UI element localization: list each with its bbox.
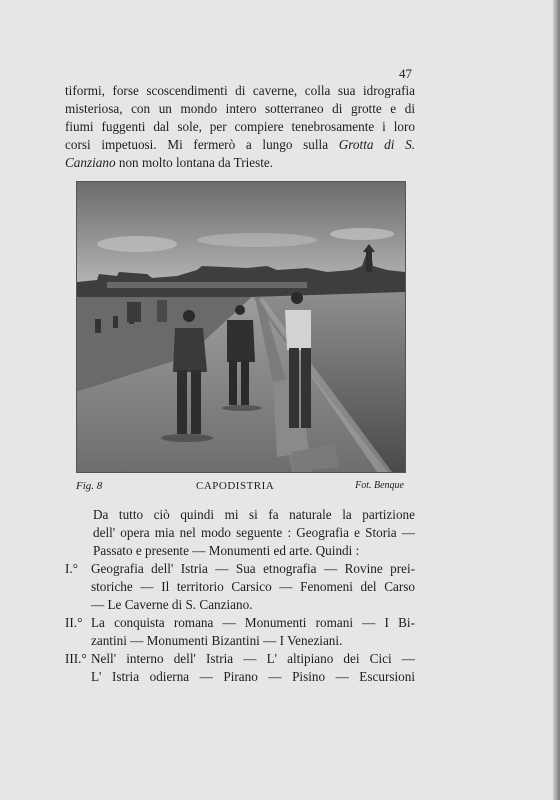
text-line: storiche — Il territorio Carsico — Fenomeni del Carso xyxy=(91,579,415,594)
harbor-photo-illustration xyxy=(77,182,405,472)
italic-place-name: Grotta di S. xyxy=(338,137,415,152)
text-line: — Le Caverne di S. Canziano. xyxy=(91,597,253,612)
text-line: L' Istria odierna — Pirano — Pisino — Escursioni xyxy=(91,669,415,684)
item-number: III.° xyxy=(65,651,87,666)
list-item xyxy=(65,560,415,614)
list-item xyxy=(65,650,415,686)
figure-photo xyxy=(76,181,406,473)
text-line: zantini — Monumenti Bizantini — I Veneziani. xyxy=(91,633,343,648)
intro-paragraph xyxy=(65,506,415,560)
text-line xyxy=(65,154,415,172)
text-line: dell' opera mia nel modo seguente : Geografia e Storia — xyxy=(93,525,415,540)
item-number: I.° xyxy=(65,561,78,576)
figure-caption xyxy=(76,480,404,496)
text-line: Geografia dell' Istria — Sua etnografia — Rovine prei- xyxy=(91,561,415,576)
item-body xyxy=(91,560,415,614)
text-fragment: non molto lontana da Trieste. xyxy=(118,155,274,170)
item-body xyxy=(91,650,415,686)
text-line xyxy=(65,136,415,154)
text-line: La conquista romana — Monumenti romani — I Bi- xyxy=(91,615,415,630)
top-paragraph xyxy=(65,82,415,172)
figure-label: Fig. 8 xyxy=(76,480,103,492)
text-fragment: corsi impetuosi. Mi fermerò a lungo sulla xyxy=(65,137,329,152)
text-line: misteriosa, con un mondo intero sotterraneo di grotte e di xyxy=(65,101,415,116)
list-item xyxy=(65,614,415,650)
item-number: II.° xyxy=(65,615,83,630)
item-body xyxy=(91,614,415,650)
page-edge-shadow xyxy=(553,0,560,800)
text-line: fiumi fuggenti dal sole, per compiere tenebrosamente i loro xyxy=(65,119,415,134)
text-line: Passato e presente — Monumenti ed arte. Quindi : xyxy=(93,543,360,558)
figure-title: CAPODISTRIA xyxy=(196,480,275,492)
text-line: tiformi, forse scoscendimenti di caverne, colla sua idrografia xyxy=(65,83,415,98)
outline-list xyxy=(65,560,415,686)
text-line: Da tutto ciò quindi mi si fa naturale la partizione xyxy=(93,507,415,522)
italic-place-name: Canziano xyxy=(65,155,116,170)
text-line: Nell' interno dell' Istria — L' altipiano dei Cici — xyxy=(91,651,415,666)
page-number: 47 xyxy=(399,66,412,81)
photo-credit: Fot. Benque xyxy=(355,480,404,491)
